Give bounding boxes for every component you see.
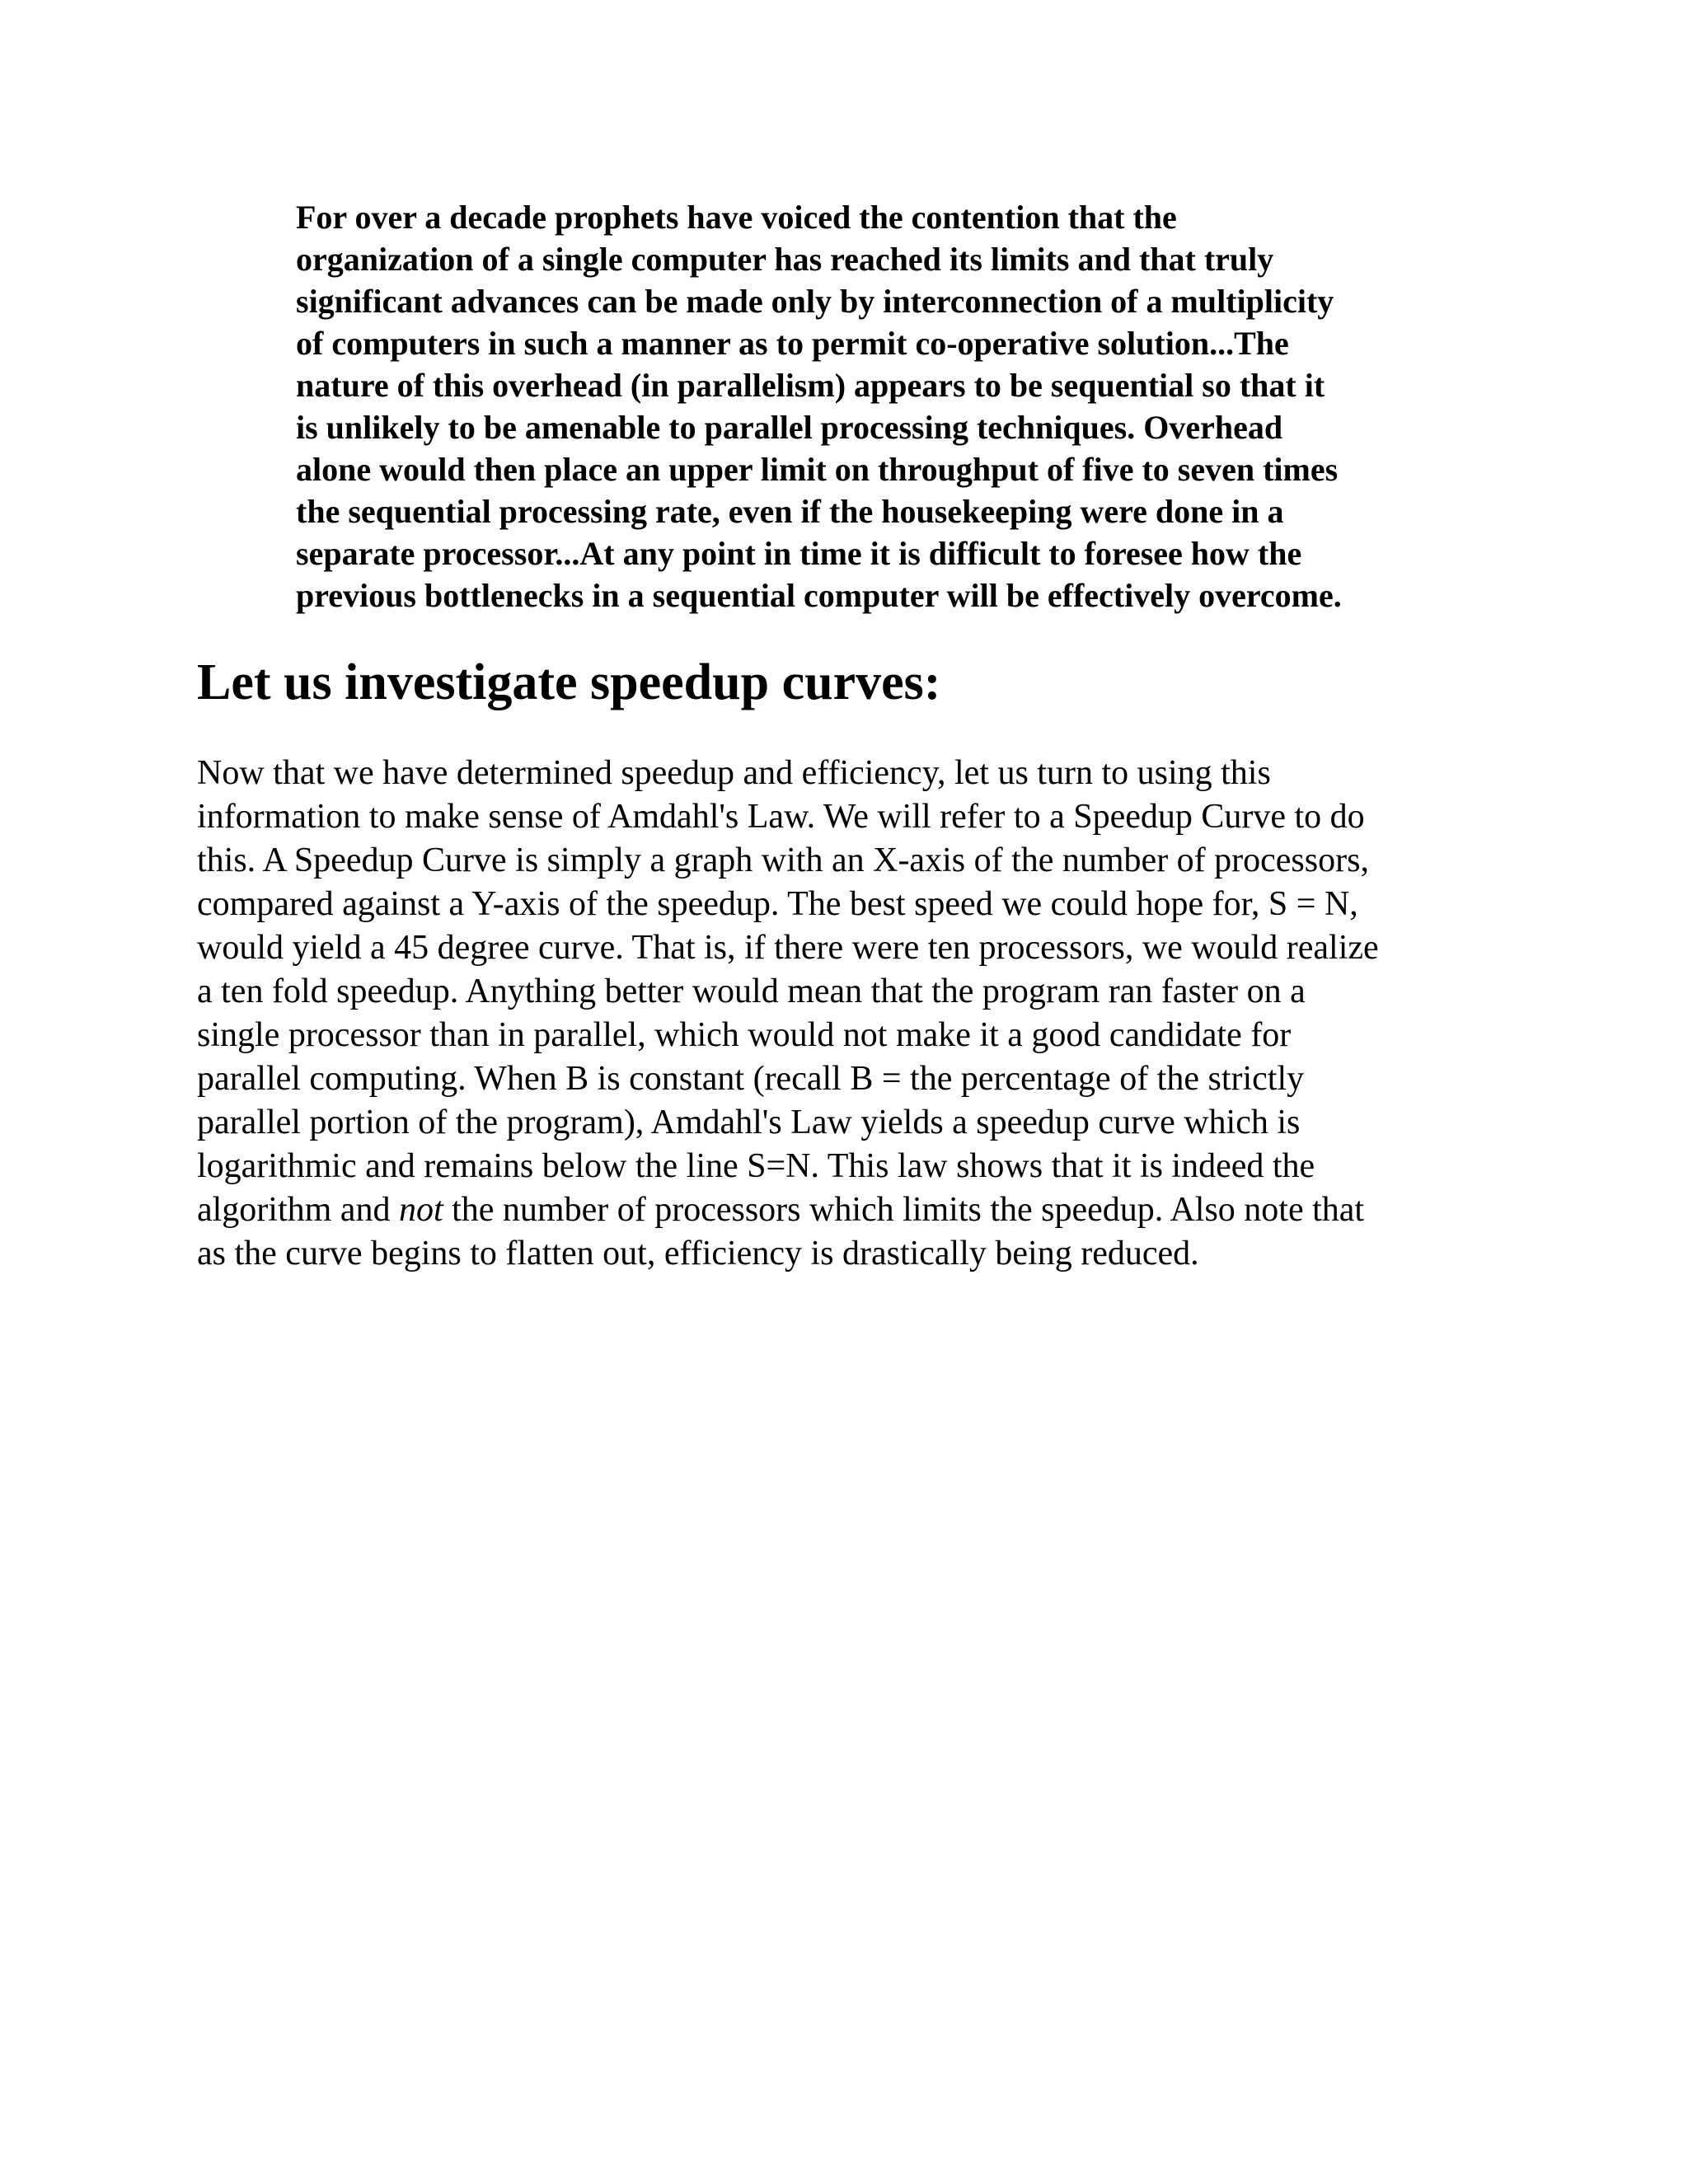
paragraph-line: information to make sense of Amdahl's Law. We will refer to a Speedup Curve to do xyxy=(197,798,1365,836)
paragraph-text: algorithm and xyxy=(197,1191,399,1229)
quote-line: the sequential processing rate, even if the housekeeping were done in a xyxy=(296,493,1284,530)
quote-line: nature of this overhead (in parallelism) appears to be sequential so that it xyxy=(296,367,1325,404)
quote-line: of computers in such a manner as to permit co-operative solution...The xyxy=(296,325,1289,362)
quote-line: significant advances can be made only by interconnection of a multiplicity xyxy=(296,283,1334,320)
quote-line: alone would then place an upper limit on throughput of five to seven times xyxy=(296,451,1339,488)
emphasis-text: not xyxy=(398,1191,443,1229)
paragraph-line: Now that we have determined speedup and efficiency, let us turn to using this xyxy=(197,754,1271,792)
paragraph-line: logarithmic and remains below the line S=N. This law shows that it is indeed the xyxy=(197,1147,1315,1185)
paragraph-line: parallel computing. When B is constant (recall B = the percentage of the strictly xyxy=(197,1060,1305,1098)
paragraph-line: single processor than in parallel, which would not make it a good candidate for xyxy=(197,1016,1292,1054)
quote-line: previous bottlenecks in a sequential computer will be effectively overcome. xyxy=(296,577,1342,614)
paragraph-text: the number of processors which limits the speedup. Also note that xyxy=(443,1191,1365,1229)
paragraph-line: parallel portion of the program), Amdahl's Law yields a speedup curve which is xyxy=(197,1104,1301,1141)
section-heading: Let us investigate speedup curves: xyxy=(197,654,941,710)
paragraph-line: this. A Speedup Curve is simply a graph with an X-axis of the number of processors, xyxy=(197,841,1369,879)
quote-line: organization of a single computer has reached its limits and that truly xyxy=(296,241,1274,278)
paragraph-line: a ten fold speedup. Anything better would mean that the program ran faster on a xyxy=(197,972,1306,1010)
paragraph-line: would yield a 45 degree curve. That is, if there were ten processors, we would realize xyxy=(197,929,1379,967)
quote-line: is unlikely to be amenable to parallel processing techniques. Overhead xyxy=(296,409,1283,446)
quote-line: separate processor...At any point in time it is difficult to foresee how the xyxy=(296,535,1302,572)
paragraph-line xyxy=(197,1193,1364,1227)
paragraph-line: compared against a Y-axis of the speedup. The best speed we could hope for, S = N, xyxy=(197,885,1358,923)
paragraph-line: as the curve begins to flatten out, efficiency is drastically being reduced. xyxy=(197,1235,1199,1272)
quote-line: For over a decade prophets have voiced the contention that the xyxy=(296,199,1177,236)
